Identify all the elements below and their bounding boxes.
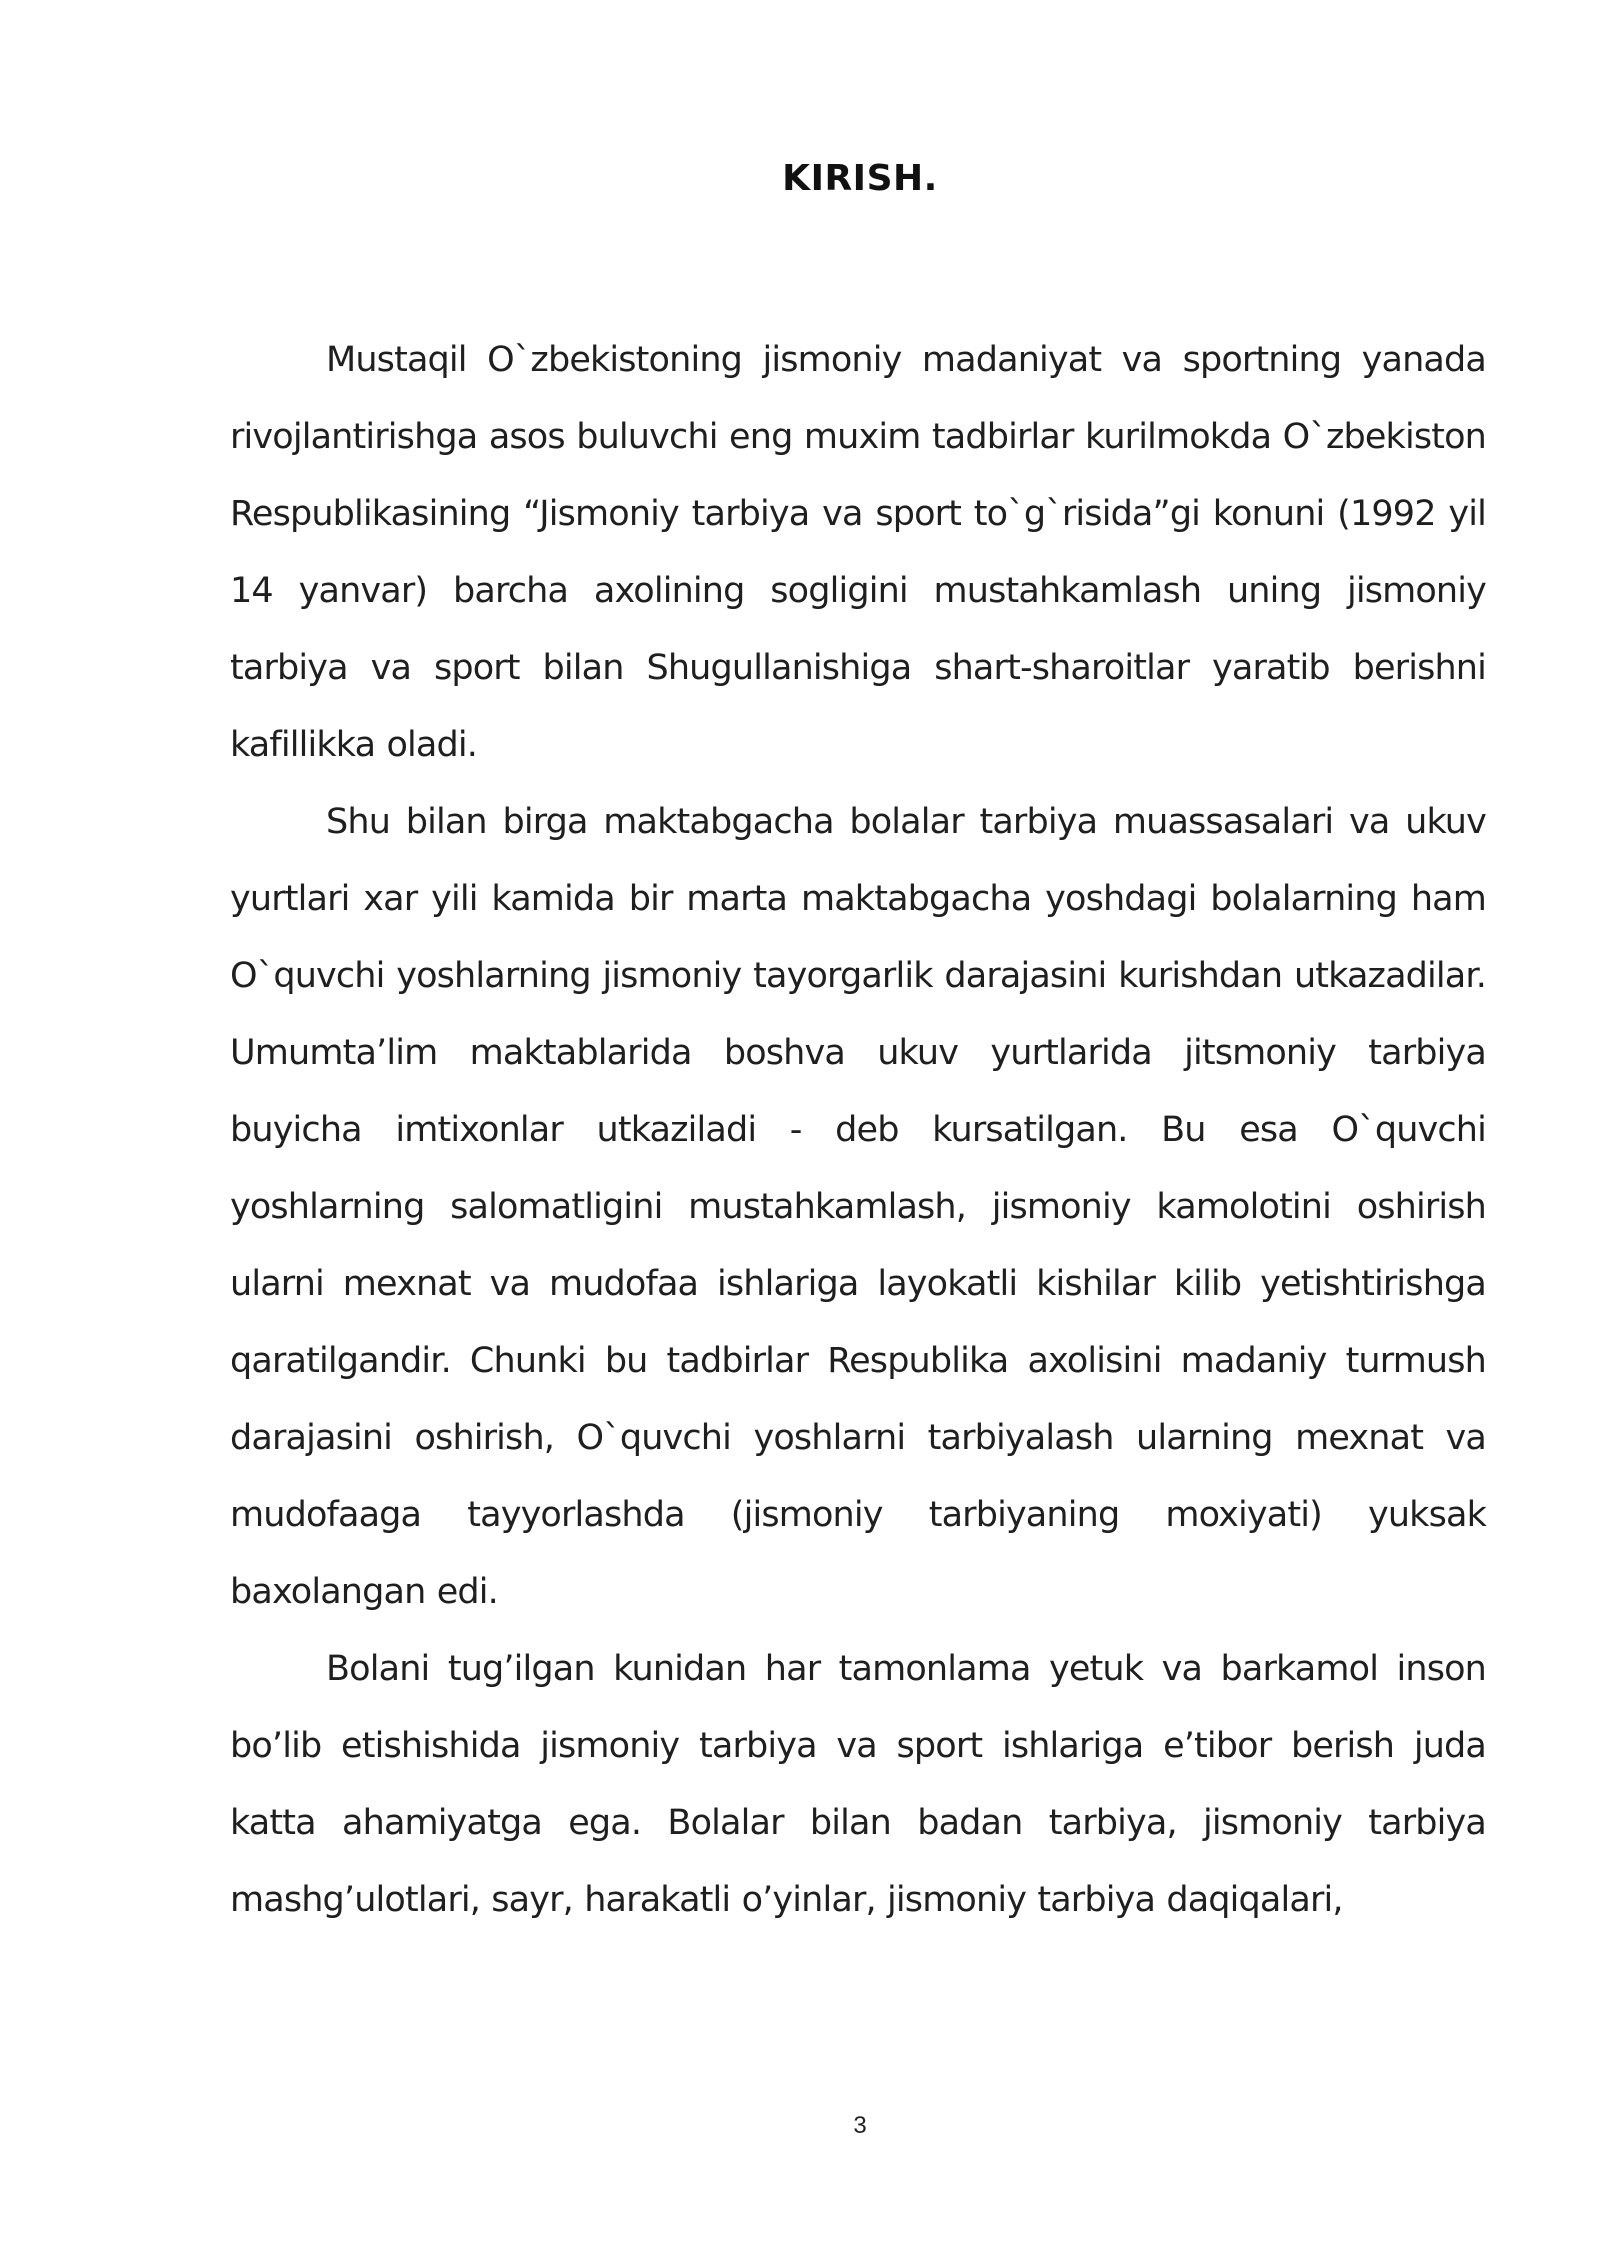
paragraph-3: Bolani tug’ilgan kunidan har tamonlama yetuk va barkamol inson bo’lib etishishida jismoniy tarbiya va sport ishlariga e’tibor berish juda katta ahamiyatga ega. Bolalar bilan badan tarbiya, jismoniy tarbiya mashg’ulotlari, sayr, harakatli o’yinlar, jismoniy tarbiya daqiqalari, [230, 1649, 1486, 1920]
paragraph-1: Mustaqil O`zbekistoning jismoniy madaniyat va sportning yanada rivojlantirishga asos buluvchi eng muxim tadbirlar kurilmokda O`zbekiston Respublikasining “Jismoniy tarbiya va sport to`g`risida”gi konuni (1992 yil 14 yanvar) barcha axolining sogligini mustahkamlash uning jismoniy tarbiya va sport bilan Shugullanishiga shart-sharoitlar yaratib berishni kafillikka oladi. [230, 340, 1486, 765]
body-text [230, 322, 1486, 1939]
page-title: KIRISH. [782, 158, 938, 199]
paragraph-2: Shu bilan birga maktabgacha bolalar tarbiya muassasalari va ukuv yurtlari xar yili kamida bir marta maktabgacha yoshdagi bolalarning ham O`quvchi yoshlarning jismoniy tayorgarlik darajasini kurishdan utkazadilar. Umumta’lim maktablarida boshva ukuv yurtlarida jitsmoniy tarbiya buyicha imtixonlar utkaziladi - deb kursatilgan. Bu esa O`quvchi yoshlarning salomatligini mustahkamlash, jismoniy kamolotini oshirish ularni mexnat va mudofaa ishlariga layokatli kishilar kilib yetishtirishga qaratilgandir. Chunki bu tadbirlar Respublika axolisini madaniy turmush darajasini oshirish, O`quvchi yoshlarni tarbiyalash ularning mexnat va mudofaaga tayyorlashda (jismoniy tarbiyaning moxiyati) yuksak baxolangan edi. [230, 802, 1486, 1612]
page-number: 3 [853, 2112, 867, 2139]
